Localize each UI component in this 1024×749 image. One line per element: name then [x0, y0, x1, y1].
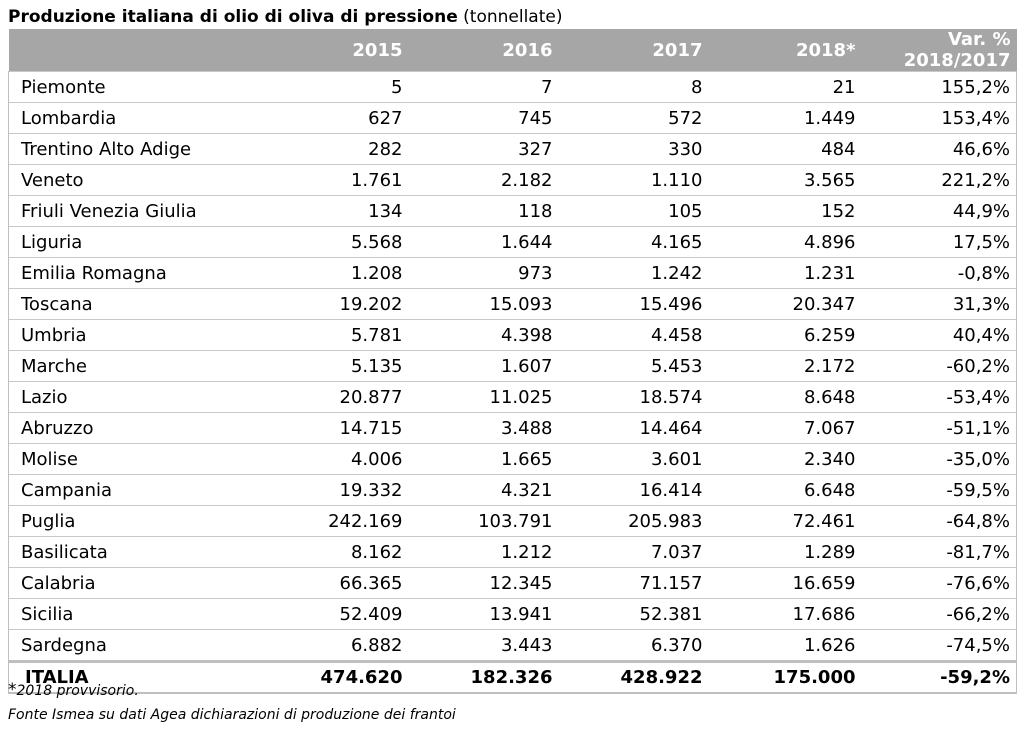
cell-region: Liguria: [9, 227, 259, 258]
provisional-note-text: 2018 provvisorio.: [16, 683, 139, 699]
cell-2016: 973: [409, 258, 559, 289]
cell-2016: 3.488: [409, 413, 559, 444]
cell-variation: 44,9%: [862, 196, 1017, 227]
cell-2018: 1.231: [709, 258, 862, 289]
cell-2017: 1.242: [559, 258, 709, 289]
header-row: [9, 29, 1017, 72]
cell-region: Calabria: [9, 568, 259, 599]
cell-variation: -66,2%: [862, 599, 1017, 630]
cell-variation: -0,8%: [862, 258, 1017, 289]
cell-2015: 5.135: [259, 351, 409, 382]
cell-2018: 72.461: [709, 506, 862, 537]
cell-2017: 6.370: [559, 630, 709, 662]
cell-region: Toscana: [9, 289, 259, 320]
cell-2015: 20.877: [259, 382, 409, 413]
cell-2017: 572: [559, 103, 709, 134]
cell-2017: 1.110: [559, 165, 709, 196]
cell-2017: 52.381: [559, 599, 709, 630]
cell-2015: 4.006: [259, 444, 409, 475]
table-row: [9, 227, 1017, 258]
cell-2017: 7.037: [559, 537, 709, 568]
cell-2016: 13.941: [409, 599, 559, 630]
cell-region: Piemonte: [9, 72, 259, 103]
cell-2015: 282: [259, 134, 409, 165]
table-row: [9, 630, 1017, 662]
total-cell-2018: 175.000: [709, 662, 862, 694]
total-cell-2016: 182.326: [409, 662, 559, 694]
cell-2017: 18.574: [559, 382, 709, 413]
cell-variation: 221,2%: [862, 165, 1017, 196]
cell-2017: 5.453: [559, 351, 709, 382]
cell-variation: -64,8%: [862, 506, 1017, 537]
cell-2018: 8.648: [709, 382, 862, 413]
cell-2016: 327: [409, 134, 559, 165]
cell-2018: 6.259: [709, 320, 862, 351]
cell-variation: -59,5%: [862, 475, 1017, 506]
cell-2018: 1.626: [709, 630, 862, 662]
cell-2016: 1.665: [409, 444, 559, 475]
cell-2016: 2.182: [409, 165, 559, 196]
cell-2016: 12.345: [409, 568, 559, 599]
header-cell-region: [9, 29, 259, 72]
cell-2015: 627: [259, 103, 409, 134]
header-cell-2015: 2015: [259, 29, 409, 72]
cell-2016: 745: [409, 103, 559, 134]
provisional-note: [8, 680, 139, 700]
table-row: [9, 568, 1017, 599]
cell-2018: 6.648: [709, 475, 862, 506]
cell-2017: 71.157: [559, 568, 709, 599]
cell-2016: 15.093: [409, 289, 559, 320]
cell-2016: 11.025: [409, 382, 559, 413]
cell-2017: 330: [559, 134, 709, 165]
asterisk-mark: *: [8, 680, 17, 700]
cell-region: Lazio: [9, 382, 259, 413]
cell-2015: 134: [259, 196, 409, 227]
table-row: [9, 165, 1017, 196]
cell-variation: 40,4%: [862, 320, 1017, 351]
cell-2015: 52.409: [259, 599, 409, 630]
table-row: [9, 382, 1017, 413]
cell-2018: 3.565: [709, 165, 862, 196]
cell-2016: 4.321: [409, 475, 559, 506]
cell-2016: 118: [409, 196, 559, 227]
table-row: [9, 320, 1017, 351]
cell-region: Puglia: [9, 506, 259, 537]
cell-2018: 152: [709, 196, 862, 227]
table-row: [9, 537, 1017, 568]
header-cell-2017: 2017: [559, 29, 709, 72]
cell-region: Molise: [9, 444, 259, 475]
total-cell-2015: 474.620: [259, 662, 409, 694]
cell-2018: 4.896: [709, 227, 862, 258]
cell-variation: -76,6%: [862, 568, 1017, 599]
cell-2016: 1.212: [409, 537, 559, 568]
cell-2018: 1.289: [709, 537, 862, 568]
cell-region: Friuli Venezia Giulia: [9, 196, 259, 227]
cell-region: Campania: [9, 475, 259, 506]
total-row: [9, 662, 1017, 694]
cell-2018: 20.347: [709, 289, 862, 320]
table-row: [9, 475, 1017, 506]
total-cell-2017: 428.922: [559, 662, 709, 694]
cell-region: Emilia Romagna: [9, 258, 259, 289]
cell-2018: 16.659: [709, 568, 862, 599]
cell-variation: -35,0%: [862, 444, 1017, 475]
table-row: [9, 72, 1017, 103]
cell-region: Sardegna: [9, 630, 259, 662]
header-cell-2018: 2018*: [709, 29, 862, 72]
table-row: [9, 444, 1017, 475]
cell-2017: 4.458: [559, 320, 709, 351]
cell-variation: 155,2%: [862, 72, 1017, 103]
table-row: [9, 134, 1017, 165]
table-row: [9, 599, 1017, 630]
cell-2018: 17.686: [709, 599, 862, 630]
cell-2016: 4.398: [409, 320, 559, 351]
cell-2016: 7: [409, 72, 559, 103]
cell-2018: 2.172: [709, 351, 862, 382]
cell-region: Abruzzo: [9, 413, 259, 444]
table-row: [9, 258, 1017, 289]
cell-2017: 8: [559, 72, 709, 103]
cell-region: Lombardia: [9, 103, 259, 134]
cell-2015: 14.715: [259, 413, 409, 444]
cell-variation: -74,5%: [862, 630, 1017, 662]
cell-2016: 103.791: [409, 506, 559, 537]
cell-2015: 66.365: [259, 568, 409, 599]
table-title-main: Produzione italiana di olio di oliva di pressione: [8, 7, 458, 27]
header-cell-variation: Var. % 2018/2017: [862, 29, 1017, 72]
cell-2015: 1.208: [259, 258, 409, 289]
cell-region: Sicilia: [9, 599, 259, 630]
cell-variation: -51,1%: [862, 413, 1017, 444]
cell-region: Umbria: [9, 320, 259, 351]
cell-2016: 1.607: [409, 351, 559, 382]
table-row: [9, 506, 1017, 537]
cell-2017: 205.983: [559, 506, 709, 537]
cell-variation: 17,5%: [862, 227, 1017, 258]
cell-2017: 4.165: [559, 227, 709, 258]
table-row: [9, 289, 1017, 320]
cell-2015: 5: [259, 72, 409, 103]
table-row: [9, 196, 1017, 227]
cell-2016: 1.644: [409, 227, 559, 258]
header-cell-2016: 2016: [409, 29, 559, 72]
cell-2015: 19.332: [259, 475, 409, 506]
cell-2015: 6.882: [259, 630, 409, 662]
cell-2017: 14.464: [559, 413, 709, 444]
cell-region: Basilicata: [9, 537, 259, 568]
production-table: [8, 29, 1017, 694]
cell-variation: 31,3%: [862, 289, 1017, 320]
cell-variation: 46,6%: [862, 134, 1017, 165]
cell-2015: 242.169: [259, 506, 409, 537]
cell-variation: -81,7%: [862, 537, 1017, 568]
cell-2018: 2.340: [709, 444, 862, 475]
table-row: [9, 103, 1017, 134]
total-cell-variation: -59,2%: [862, 662, 1017, 694]
source-note: Fonte Ismea su dati Agea dichiarazioni di produzione dei frantoi: [8, 707, 456, 723]
table-body: [9, 72, 1017, 694]
cell-2018: 21: [709, 72, 862, 103]
table-row: [9, 351, 1017, 382]
cell-2015: 1.761: [259, 165, 409, 196]
table-row: [9, 413, 1017, 444]
cell-2018: 7.067: [709, 413, 862, 444]
cell-2017: 16.414: [559, 475, 709, 506]
cell-variation: -60,2%: [862, 351, 1017, 382]
cell-2017: 3.601: [559, 444, 709, 475]
cell-variation: 153,4%: [862, 103, 1017, 134]
table-title: [8, 5, 562, 29]
cell-2015: 8.162: [259, 537, 409, 568]
total-cell-label: ITALIA: [9, 662, 259, 694]
cell-region: Veneto: [9, 165, 259, 196]
table-title-unit: (tonnellate): [463, 7, 563, 27]
cell-2017: 105: [559, 196, 709, 227]
cell-2015: 19.202: [259, 289, 409, 320]
cell-region: Marche: [9, 351, 259, 382]
cell-2015: 5.781: [259, 320, 409, 351]
cell-2015: 5.568: [259, 227, 409, 258]
cell-2018: 1.449: [709, 103, 862, 134]
cell-2017: 15.496: [559, 289, 709, 320]
cell-2016: 3.443: [409, 630, 559, 662]
cell-region: Trentino Alto Adige: [9, 134, 259, 165]
cell-2018: 484: [709, 134, 862, 165]
cell-variation: -53,4%: [862, 382, 1017, 413]
